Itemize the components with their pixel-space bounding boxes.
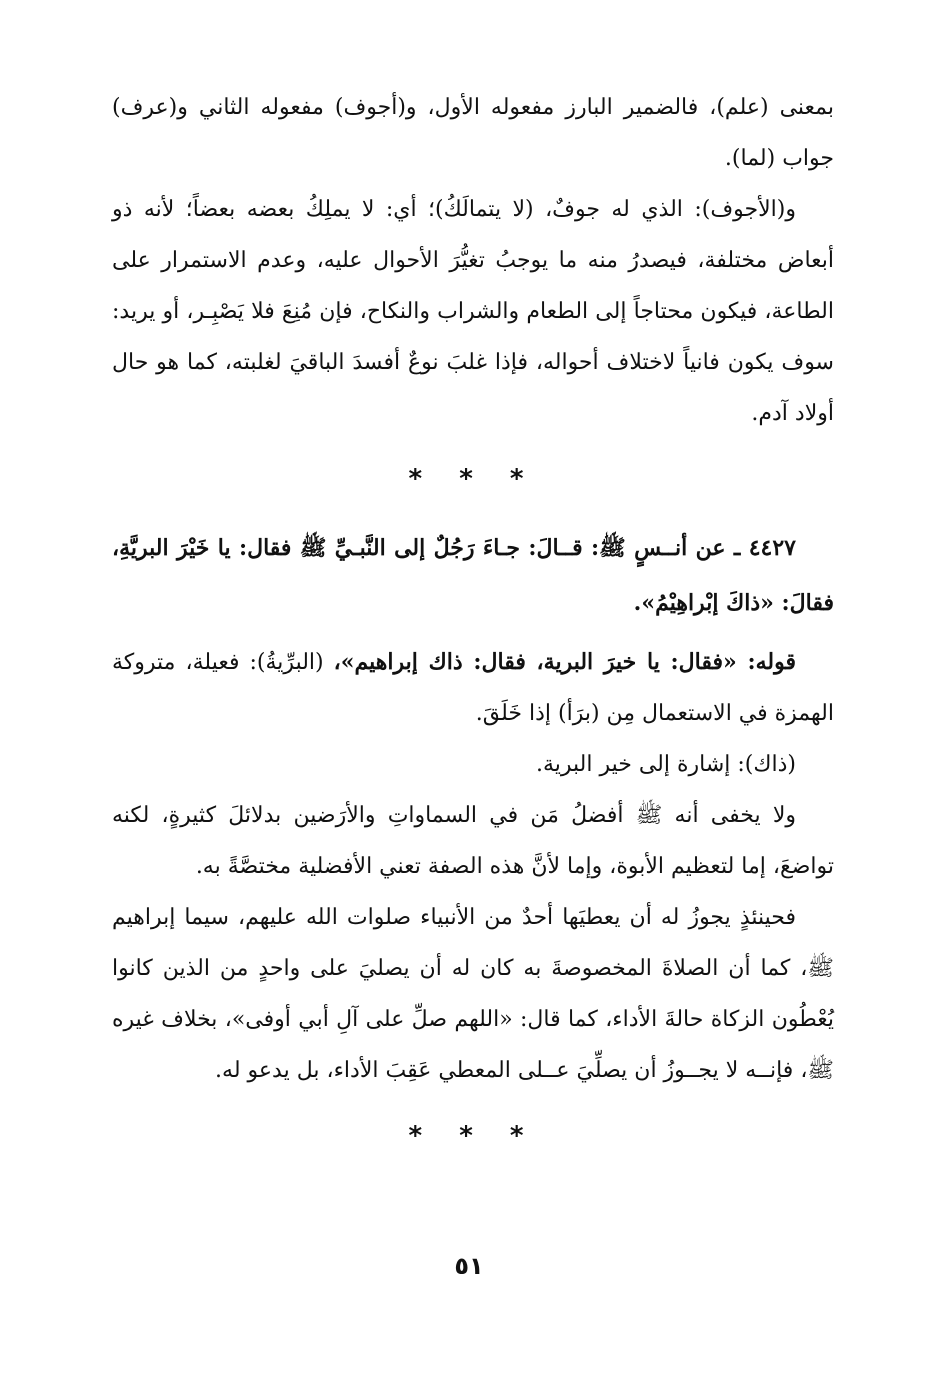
commentary-quote: قوله: «فقال: يا خيرَ البرية، فقال: ذاك إبراهيم»،: [333, 649, 796, 675]
section-separator: * * *: [408, 464, 538, 494]
hadith-text: ٤٤٢٧ ـ عن أنــسٍ ﷺ: قــالَ: جـاءَ رَجُلٌ إلى النَّبـيِّ ﷺ فقال: يا خَيْرَ البريَّةِ، فقالَ: «ذاكَ إبْراهِيْمُ».: [112, 535, 834, 616]
commentary-wala: ولا يخفى أنه ﷺ أفضلُ مَن في السماواتِ والأرَضين بدلائلَ كثيرةٍ، لكنه تواضعَ، إما لتعظيم الأبوة، وإما لأنَّ هذه الصفة تعني الأفضلية مختصَّةً به.: [112, 803, 834, 879]
page-number: ٥١: [454, 1252, 484, 1280]
commentary-dhak: (ذاك): إشارة إلى خير البرية.: [535, 752, 796, 777]
paragraph-ajwaf: و(الأجوف): الذي له جوفٌ، (لا يتمالَكُ)؛ أي: لا يملِكُ بعضه بعضاً؛ لأنه ذو أبعاض مختلفة، فيصدرُ منه ما يوجبُ تغيُّرَ الأحوال عليه، وعدم الاستمرار على الطاعة، فيكون محتاجاً إلى الطعام والشراب والنكاح، فإن مُنِعَ فلا يَصْبِـر، أو يريد: سوف يكون فانياً لاختلاف أحواله، فإذا غلبَ نوعٌ أفسدَ الباقيَ لغلبته، كما هو حال أولاد آدم.: [112, 197, 834, 426]
commentary-fahinaidh: فحينئذٍ يجوزُ له أن يعطيَها أحدٌ من الأنبياء صلوات الله عليهم، سيما إبراهيم ﷺ، كما أن الصلاةَ المخصوصةَ به كان له أن يصليَ على واحدٍ من الذين كانوا يُعْطُون الزكاة حالةَ الأداء، كما قال: «اللهم صلِّ على آلِ أبي أوفى»، بخلاف غيره ﷺ، فإنــه لا يجــوزُ أن يصلِّيَ عــلى المعطي عَقِبَ الأداء، بل يدعو له.: [112, 905, 834, 1083]
page-body: [112, 82, 834, 1178]
paragraph-meaning: بمعنى (علم)، فالضمير البارز مفعوله الأول، و(أجوف) مفعوله الثاني و(عرف) جواب (لما).: [112, 95, 834, 171]
commentary-explanation: (البرِّيةُ): فعيلة، متروكة الهمزة في الاستعمال مِن (برَأ) إذا خَلَقَ.: [112, 650, 834, 726]
section-separator-bottom: * * *: [408, 1121, 538, 1151]
commentary-qawluhu: [112, 637, 834, 739]
